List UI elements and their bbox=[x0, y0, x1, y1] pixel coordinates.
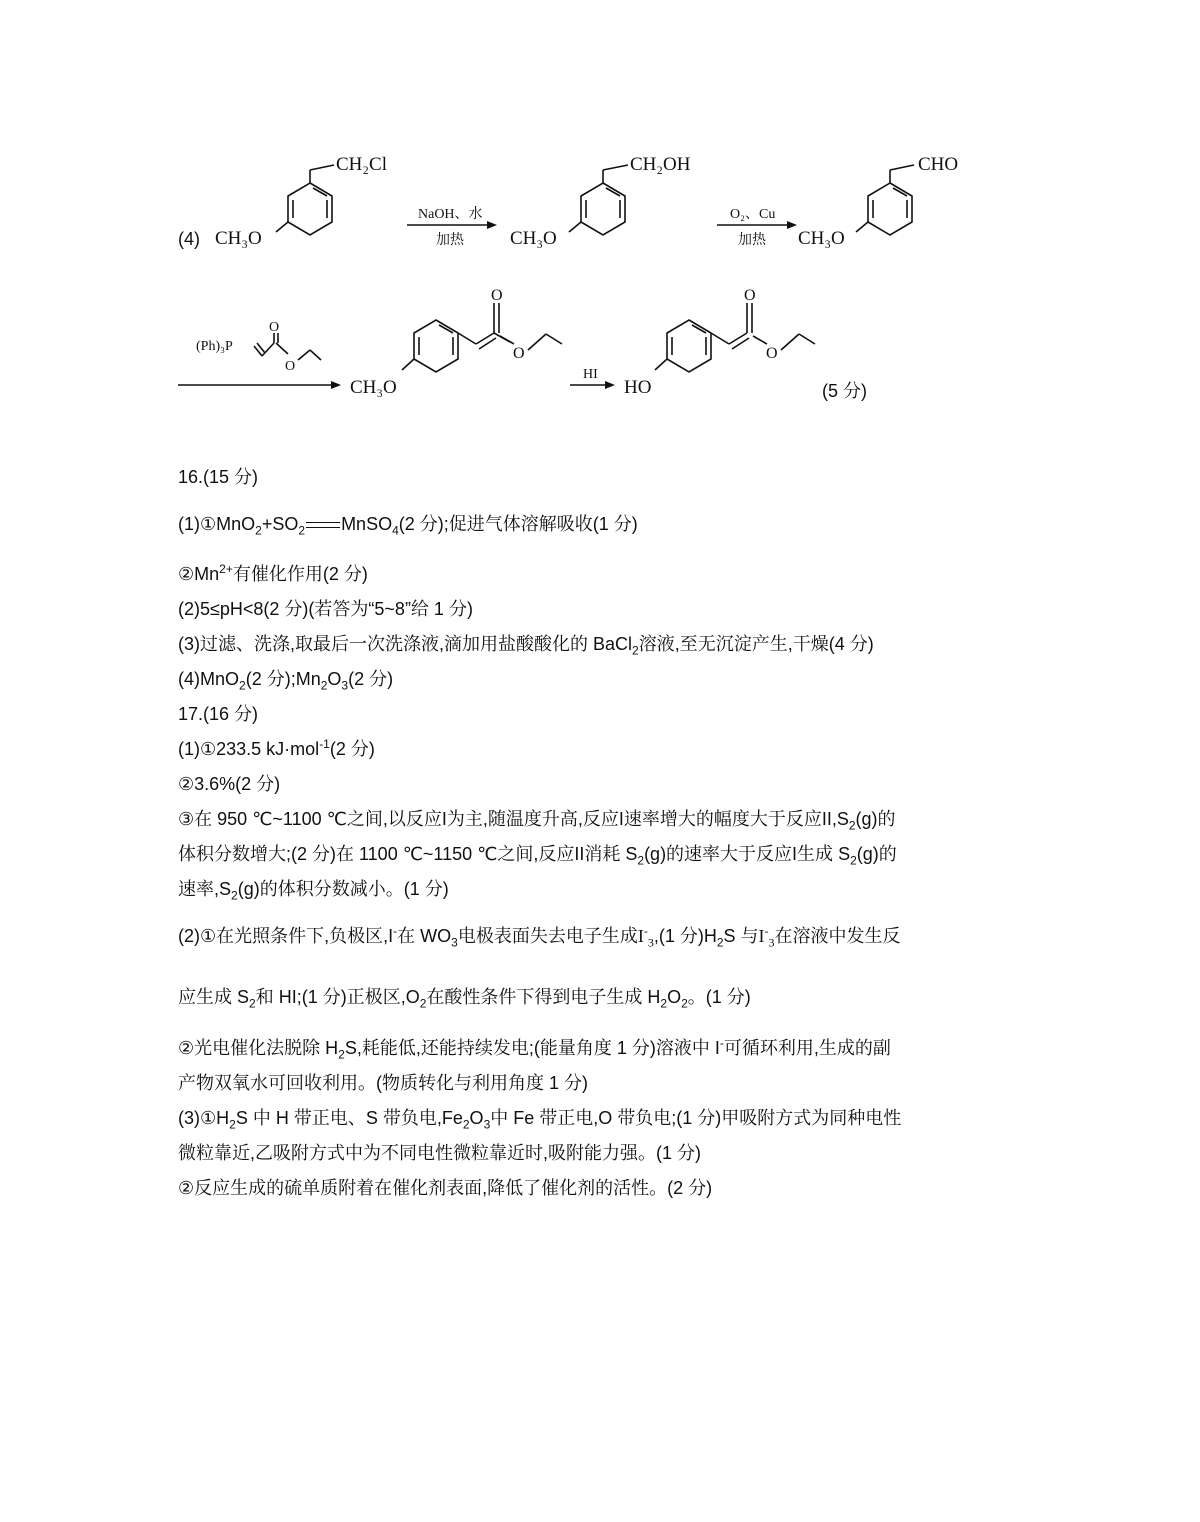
q16-answer-3: (3)过滤、洗涤,取最后一次洗涤液,滴加用盐酸酸化的 BaCl$_2$溶液,至无沉淀产生,干燥(4 分) bbox=[178, 634, 874, 658]
q17-answer-3-2: ②反应生成的硫单质附着在催化剂表面,降低了催化剂的活性。(2 分) bbox=[178, 1178, 713, 1198]
q16-answer-1: $(1)①MnO_2+SO_2$ MnSO$_4$(2 分);促进气体溶解吸收(1 分) bbox=[178, 514, 638, 538]
molecule-ethyl-hydroxycinnamate bbox=[624, 287, 815, 398]
ch3o-group: CH₃O bbox=[215, 228, 262, 249]
q17-answer-1-1: (1)①233.5 kJ·mol$^{-1}$(2 分) bbox=[178, 737, 375, 759]
equals-sign bbox=[306, 522, 340, 528]
triiodide-ion: $I^-_3$ bbox=[637, 924, 654, 950]
ylide-carbonyl-o: O bbox=[269, 320, 280, 335]
molecule-ethyl-methoxycinnamate bbox=[350, 287, 562, 398]
ester-o: O bbox=[513, 345, 525, 362]
cho-group: CHO bbox=[918, 154, 959, 175]
q16-answer-1-2: $②Mn^{2+}$有催化作用(2 分) bbox=[178, 562, 368, 584]
q16-answer-2: (2)5≤pH<8(2 分)(若答为“5~8”给 1 分) bbox=[178, 599, 473, 619]
ph3p-label: (Ph)₃P bbox=[196, 339, 233, 354]
carbonyl-o: O bbox=[744, 287, 756, 304]
reaction-arrow-1 bbox=[407, 205, 497, 248]
molecule-methoxybenzyl-alcohol bbox=[510, 154, 691, 249]
condition-naoh-water: NaOH、水 bbox=[418, 207, 483, 222]
q17-answer-1-3: ③在 950 ℃~1100 ℃之间,以反应I为主,随温度升高,反应I速率增大的幅度大于反应$II,S_2(g)$的 bbox=[178, 809, 896, 833]
carbonyl-o: O bbox=[491, 287, 503, 304]
q17-answer-1-3-end: 速率$,S_2(g)$的体积分数减小。(1 分) bbox=[178, 879, 449, 903]
q17-answer-2-1-cont: 应生成 $S_2$和 HI;(1 分)正极区$,O_2$在酸性条件下得到电子生成 $H_2O_2$。(1 分) bbox=[178, 987, 751, 1011]
q16-title: 16.(15 分) bbox=[178, 467, 259, 487]
part-label: (4) bbox=[178, 229, 200, 249]
scheme-score: (5 分) bbox=[822, 381, 867, 401]
q17-answer-2-2-cont: 产物双氧水可回收利用。(物质转化与利用角度 1 分) bbox=[178, 1073, 588, 1093]
q17-answer-2-1: (2)①在光照条件下,负极区,I-在 $WO_3$电极表面失去电子生成$I^-_3,(1$ 分)$H_2S$ 与$I^-_3$在溶液中发生反 bbox=[178, 924, 901, 950]
ylide-ester-o: O bbox=[285, 359, 296, 374]
q17-answer-3-1-cont: 微粒靠近,乙吸附方式中为不同电性微粒靠近时,吸附能力强。(1 分) bbox=[178, 1143, 701, 1163]
q17-answer-1-2: ②3.6%(2 分) bbox=[178, 774, 281, 794]
ch3o-group: CH₃O bbox=[350, 377, 397, 398]
triiodide-ion: $I^-_3$ bbox=[758, 924, 775, 950]
ho-group: HO bbox=[624, 377, 652, 398]
ester-o: O bbox=[766, 345, 778, 362]
condition-heat-2: 加热 bbox=[738, 233, 766, 248]
reaction-arrow-2 bbox=[717, 207, 797, 248]
q17-answer-2-2: ②光电催化法脱除 $H_2S$,耗能低,还能持续发电;(能量角度 1 分)溶液中 I-可循环利用,生成的副 bbox=[178, 1036, 891, 1062]
condition-hi: HI bbox=[583, 367, 598, 382]
molecule-methoxybenzyl-chloride bbox=[215, 154, 387, 249]
ch3o-group: CH₃O bbox=[510, 228, 557, 249]
molecule-methoxybenzaldehyde bbox=[798, 154, 958, 249]
q17-title: 17.(16 分) bbox=[178, 704, 259, 724]
q16-answer-4: (4)MnO$_2$(2 分)$;Mn_2O_3(2$ 分) bbox=[178, 669, 394, 693]
ch2oh-group: CH₂OH bbox=[630, 154, 691, 175]
q17-answer-3-1: $(3)①H_2S$ 中 H 带正电、S 带负电$,Fe_2O_3$中 Fe 带正电,O 带负电;(1 分)甲吸附方式为同种电性 bbox=[178, 1108, 902, 1132]
q17-answer-1-3-cont: 体积分数增大;(2 分)在 1100 ℃~1150 ℃之间,反应II消耗 $S_2(g)$的速率大于反应I生成 $S_2(g)$的 bbox=[178, 844, 897, 868]
wittig-reagent bbox=[196, 320, 321, 374]
ch3o-group: CH₃O bbox=[798, 228, 845, 249]
condition-o2-cu: O₂、Cu bbox=[730, 207, 776, 222]
condition-heat-1: 加热 bbox=[436, 233, 464, 248]
ch2cl-group: CH₂Cl bbox=[336, 154, 387, 175]
reaction-arrow-3 bbox=[178, 381, 341, 389]
reaction-scheme bbox=[0, 0, 1200, 440]
reaction-arrow-4 bbox=[570, 367, 615, 389]
